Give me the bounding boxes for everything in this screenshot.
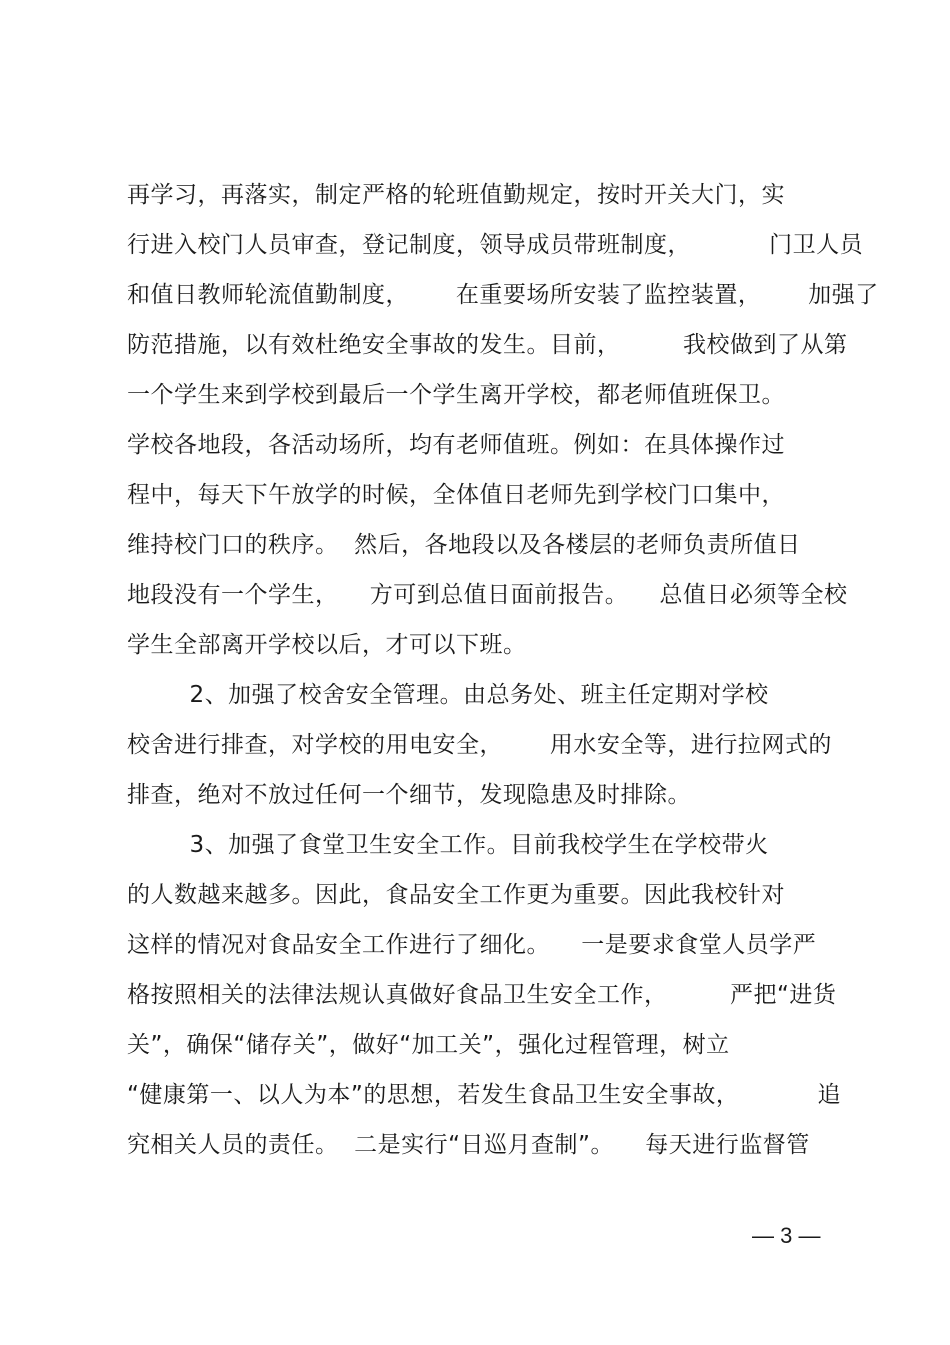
body-line: 程中，每天下午放学的时候，全体值日老师先到学校门口集中， — [127, 482, 785, 508]
body-line: 究相关人员的责任。 二是实行“日巡月查制”。 每天进行监督管 — [127, 1132, 810, 1158]
paragraph-2-heading-line: 2、加强了校舍安全管理。由总务处、班主任定期对学校 — [127, 682, 769, 708]
body-line: 防范措施，以有效杜绝安全事故的发生。目前， 我校做到了从第 — [127, 332, 848, 358]
body-line: 学生全部离开学校以后，才可以下班。 — [127, 632, 527, 658]
body-line: 维持校门口的秩序。 然后，各地段以及各楼层的老师负责所值日 — [127, 532, 801, 558]
body-line: 的人数越来越多。因此，食品安全工作更为重要。因此我校针对 — [127, 882, 785, 908]
body-line: 校舍进行排查，对学校的用电安全， 用水安全等，进行拉网式的 — [127, 732, 832, 758]
body-line: 一个学生来到学校到最后一个学生离开学校，都老师值班保卫。 — [127, 382, 785, 408]
body-line: 行进入校门人员审查，登记制度，领导成员带班制度， 门卫人员 — [127, 232, 864, 258]
body-line: 关”，确保“储存关”，做好“加工关”，强化过程管理，树立 — [127, 1032, 730, 1058]
body-line: 格按照相关的法律法规认真做好食品卫生安全工作， 严把“进货 — [127, 982, 837, 1008]
body-line: 地段没有一个学生， 方可到总值日面前报告。 总值日必须等全校 — [127, 582, 848, 608]
body-line: 学校各地段，各活动场所，均有老师值班。例如：在具体操作过 — [127, 432, 785, 458]
body-line: 这样的情况对食品安全工作进行了细化。 一是要求食堂人员学严 — [127, 932, 817, 958]
paragraph-3-heading-line: 3、加强了食堂卫生安全工作。目前我校学生在学校带火 — [127, 832, 769, 858]
body-line: “健康第一、以人为本”的思想，若发生食品卫生安全事故， 追 — [127, 1082, 841, 1108]
page-number: — 3 — — [752, 1223, 821, 1248]
body-line: 和值日教师轮流值勤制度， 在重要场所安装了监控装置， 加强了 — [127, 282, 879, 308]
body-line: 排查，绝对不放过任何一个细节，发现隐患及时排除。 — [127, 782, 691, 808]
body-line: 再学习，再落实，制定严格的轮班值勤规定，按时开关大门，实 — [127, 182, 785, 208]
